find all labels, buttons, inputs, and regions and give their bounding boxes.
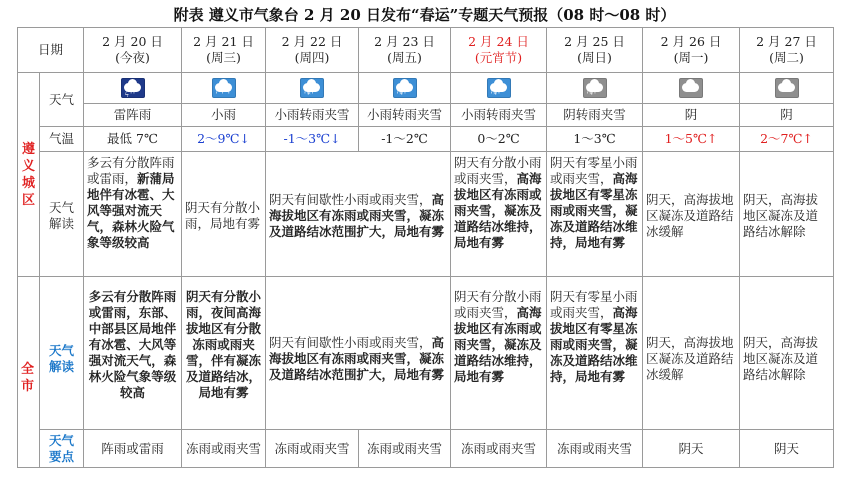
day-rain-icon: ' ' ' bbox=[212, 78, 236, 98]
day-rain-snow-icon: '*' bbox=[487, 78, 511, 98]
date-cell-1: 2 月 21 日 (周三) bbox=[182, 28, 266, 73]
interpretation-label: 天气 解读 bbox=[40, 152, 84, 277]
weather-text-row bbox=[18, 104, 834, 127]
temp-cell: 0～2℃ bbox=[451, 127, 547, 152]
city-interp-cell-6: 阴天，高海拔地区凝冻及道路结冰缓解 bbox=[643, 277, 740, 430]
date-header-row bbox=[18, 28, 834, 73]
date-cell-3: 2 月 23 日 (周五) bbox=[359, 28, 451, 73]
weather-cell: 小雨转雨夹雪 bbox=[359, 104, 451, 127]
interp-cell-6: 阴天，高海拔地区凝冻及道路结冰缓解 bbox=[643, 152, 740, 277]
key-cell: 冻雨或雨夹雪 bbox=[547, 430, 643, 468]
temp-cell: 2～9℃↓ bbox=[182, 127, 266, 152]
date-cell-7: 2 月 27 日 (周二) bbox=[740, 28, 834, 73]
weather-cell: 小雨转雨夹雪 bbox=[451, 104, 547, 127]
weather-label: 天气 bbox=[40, 73, 84, 127]
key-cell: 冻雨或雨夹雪 bbox=[359, 430, 451, 468]
key-cell: 阵雨或雷雨 bbox=[84, 430, 182, 468]
temp-cell: 1～5℃↑ bbox=[643, 127, 740, 152]
temp-cell: -1～2℃ bbox=[359, 127, 451, 152]
interp-cell-1: 阴天有分散小雨，局地有雾 bbox=[182, 152, 266, 277]
temperature-row bbox=[18, 127, 834, 152]
day-rain-snow-icon: '*' bbox=[300, 78, 324, 98]
weather-icon-row bbox=[18, 73, 834, 104]
interp-cell-2-3: 阴天有间歇性小雨或雨夹雪，高海拔地区有冻雨或雨夹雪，凝冻及道路结冰范围扩大，局地有雾 bbox=[266, 152, 451, 277]
temp-cell: 2～7℃↑ bbox=[740, 127, 834, 152]
weather-cell: 小雨转雨夹雪 bbox=[266, 104, 359, 127]
day-rain-snow-icon: '*' bbox=[393, 78, 417, 98]
temp-cell: 最低 7℃ bbox=[84, 127, 182, 152]
date-cell-5: 2 月 25 日 (周日) bbox=[547, 28, 643, 73]
region-label-city: 全 市 bbox=[18, 277, 40, 468]
overcast-icon bbox=[775, 78, 799, 98]
key-cell: 阴天 bbox=[740, 430, 834, 468]
page-title: 附表 遵义市气象台 2 月 20 日发布“春运”专题天气预报（08 时～08 时） bbox=[173, 6, 676, 24]
weather-cell: 阴转雨夹雪 bbox=[547, 104, 643, 127]
interp-cell-4: 阴天有分散小雨或雨夹雪，高海拔地区有冻雨或雨夹雪，凝冻及道路结冰维持，局地有雾 bbox=[451, 152, 547, 277]
key-cell: 冻雨或雨夹雪 bbox=[266, 430, 359, 468]
temp-cell: 1～3℃ bbox=[547, 127, 643, 152]
city-interpretation-row bbox=[18, 277, 834, 430]
key-cell: 冻雨或雨夹雪 bbox=[451, 430, 547, 468]
weather-cell: 雷阵雨 bbox=[84, 104, 182, 127]
zunyi-interpretation-row bbox=[18, 152, 834, 277]
key-cell: 冻雨或雨夹雪 bbox=[182, 430, 266, 468]
interp-cell-5: 阴天有零星小雨或雨夹雪，高海拔地区有零星冻雨或雨夹雪，凝冻及道路结冰维持，局地有雾 bbox=[547, 152, 643, 277]
date-cell-4: 2 月 24 日 (元宵节) bbox=[451, 28, 547, 73]
night-thunder-rain-icon: ϟ'' bbox=[121, 78, 145, 98]
cloudy-sleet-icon: '*' bbox=[583, 78, 607, 98]
date-label: 日期 bbox=[18, 28, 84, 73]
city-interp-cell-0: 多云有分散阵雨或雷雨，东部、中部县区局地伴有冰雹、大风等强对流天气，森林火险气象等级较高 bbox=[84, 277, 182, 430]
date-cell-0: 2 月 20 日 (今夜) bbox=[84, 28, 182, 73]
forecast-table bbox=[17, 27, 834, 468]
date-cell-6: 2 月 26 日 (周一) bbox=[643, 28, 740, 73]
key-points-label: 天气 要点 bbox=[40, 430, 84, 468]
key-points-row bbox=[18, 430, 834, 468]
city-interp-cell-2-3: 阴天有间歇性小雨或雨夹雪，高海拔地区有冻雨或雨夹雪，凝冻及道路结冰范围扩大，局地有雾 bbox=[266, 277, 451, 430]
temperature-label: 气温 bbox=[40, 127, 84, 152]
city-interpretation-label: 天气 解读 bbox=[40, 277, 84, 430]
interp-cell-7: 阴天，高海拔地区凝冻及道路结冰解除 bbox=[740, 152, 834, 277]
key-cell: 阴天 bbox=[643, 430, 740, 468]
date-cell-2: 2 月 22 日 (周四) bbox=[266, 28, 359, 73]
city-interp-cell-7: 阴天，高海拔地区凝冻及道路结冰解除 bbox=[740, 277, 834, 430]
overcast-icon bbox=[679, 78, 703, 98]
weather-cell: 阴 bbox=[643, 104, 740, 127]
city-interp-cell-1: 阴天有分散小雨，夜间高海拔地区有分散冻雨或雨夹雪，伴有凝冻及道路结冰，局地有雾 bbox=[182, 277, 266, 430]
weather-cell: 小雨 bbox=[182, 104, 266, 127]
interp-cell-0: 多云有分散阵雨或雷雨，新蒲局地伴有冰雹、大风等强对流天气，森林火险气象等级较高 bbox=[84, 152, 182, 277]
city-interp-cell-4: 阴天有分散小雨或雨夹雪，高海拔地区有冻雨或雨夹雪，凝冻及道路结冰维持，局地有雾 bbox=[451, 277, 547, 430]
city-interp-cell-5: 阴天有零星小雨或雨夹雪，高海拔地区有零星冻雨或雨夹雪，凝冻及道路结冰维持，局地有雾 bbox=[547, 277, 643, 430]
region-label-zunyi: 遵 义 城 区 bbox=[18, 73, 40, 277]
temp-cell: -1～3℃↓ bbox=[266, 127, 359, 152]
weather-cell: 阴 bbox=[740, 104, 834, 127]
